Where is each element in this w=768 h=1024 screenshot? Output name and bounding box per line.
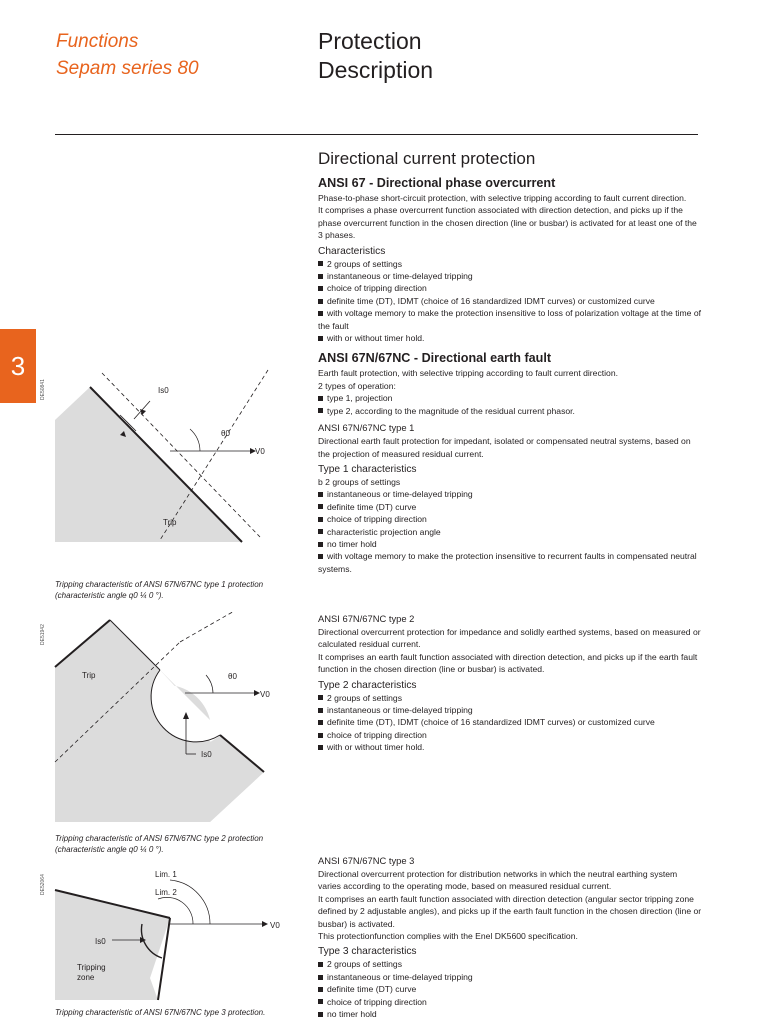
- theta-label: θ0: [221, 429, 230, 438]
- list-item: 2 groups of settings: [318, 258, 702, 270]
- list-item: with voltage memory to make the protection insensitive to loss of polarization voltage at the time of the fault: [318, 308, 702, 331]
- figure-code: DE50841: [40, 379, 46, 400]
- type2-para: Directional overcurrent protection for impedance and solidly earthed systems, based on measured or calculated residual current.: [318, 627, 701, 650]
- arrow-head-icon: [140, 409, 146, 415]
- bullet-icon: [318, 999, 323, 1004]
- list-item: instantaneous or time-delayed tripping: [318, 971, 702, 983]
- ansi67-char-title: Characteristics: [318, 245, 386, 257]
- is0-label: Is0: [158, 386, 169, 395]
- list-item: definite time (DT), IDMT (choice of 16 standardized IDMT curves) or customized curve: [318, 716, 702, 728]
- bullet-icon: [318, 745, 323, 750]
- type1-char-title: Type 1 characteristics: [318, 463, 417, 475]
- bullet-icon: [318, 708, 323, 713]
- bullet-icon: [318, 336, 323, 341]
- v0-label: V0: [270, 921, 280, 930]
- ansi67n-para: 2 types of operation:: [318, 380, 396, 391]
- bullet-icon: [318, 274, 323, 279]
- dashed-line: [180, 612, 250, 642]
- lim2-label: Lim. 2: [155, 888, 177, 897]
- is0-label: Is0: [201, 750, 212, 759]
- ansi67n-heading: [318, 351, 702, 366]
- figure-type3-diagram: [50, 862, 310, 1004]
- list-item: 2 groups of settings: [318, 958, 702, 970]
- list-item: instantaneous or time-delayed tripping: [318, 488, 702, 500]
- bullet-icon: [318, 286, 323, 291]
- trip-label: Trip: [82, 671, 96, 680]
- type3-char-title: Type 3 characteristics: [318, 946, 417, 958]
- ansi67n-title: - Directional earth fault: [410, 351, 552, 366]
- type1-text: Directional earth fault protection for impedant, isolated or compensated neutral systems, based on the projection of measured residual current.: [318, 436, 691, 459]
- bullet-icon: [318, 695, 323, 700]
- ansi67-title: - Directional phase overcurrent: [365, 176, 556, 190]
- trip-zone: [55, 890, 170, 1000]
- type3-title: ANSI 67N/67NC type 3: [318, 855, 415, 866]
- bullet-icon: [318, 529, 323, 534]
- bullet-icon: [318, 962, 323, 967]
- type2-title: ANSI 67N/67NC type 2: [318, 613, 415, 624]
- type2-para: It comprises an earth fault function associated with direction detection, and picks up if the earth fault function in the chosen direction (line or busbar) is activated.: [318, 651, 698, 675]
- zone-label: Tripping: [77, 963, 106, 972]
- list-item: definite time (DT) curve: [318, 983, 702, 995]
- figure-caption: Tripping characteristic of ANSI 67N/67NC type 3 protection.: [55, 1008, 266, 1017]
- theta-arc: [190, 429, 200, 451]
- type1-title: ANSI 67N/67NC type 1: [318, 422, 415, 434]
- header-functions: Functions: [56, 31, 139, 52]
- ansi67-heading: [318, 176, 702, 191]
- is0-label: Is0: [95, 937, 106, 946]
- list-item: type 2, according to the magnitude of the residual current phasor.: [318, 405, 702, 417]
- figure-code: DE51942: [40, 624, 46, 645]
- section-title: Directional current protection: [318, 149, 536, 168]
- bullet-icon: [318, 408, 323, 413]
- header-series: Sepam series 80: [56, 58, 199, 79]
- list-item: choice of tripping direction: [318, 513, 702, 525]
- limit-arc: [170, 880, 210, 924]
- header-description: Description: [318, 57, 434, 83]
- bullet-icon: [318, 299, 323, 304]
- chapter-tab: 3: [0, 329, 36, 403]
- type3-para: This protectionfunction complies with the Enel DK5600 specification.: [318, 931, 578, 942]
- header-right: [318, 27, 433, 85]
- list-item: no timer hold: [318, 538, 702, 550]
- type2-char-title: Type 2 characteristics: [318, 679, 417, 691]
- header-rule: [55, 134, 698, 135]
- content-column-top: [318, 148, 702, 575]
- lim1-label: Lim. 1: [155, 870, 177, 879]
- list-item: choice of tripping direction: [318, 282, 702, 294]
- list-item: with or without timer hold.: [318, 741, 702, 753]
- zone-label: zone: [77, 973, 95, 982]
- trip-label: Trip: [163, 518, 177, 527]
- list-item: with or without timer hold.: [318, 332, 702, 344]
- bullet-icon: [318, 987, 323, 992]
- trip-zone: [55, 387, 242, 542]
- list-item: characteristic projection angle: [318, 526, 702, 538]
- bullet-icon: [318, 1012, 323, 1017]
- figure-caption: Tripping characteristic of ANSI 67N/67NC type 1 protection (characteristic angle q0 ¼ 0 °).: [55, 580, 264, 600]
- ansi67-code: ANSI 67: [318, 176, 366, 190]
- type3-para: It comprises an earth fault function associated with direction detection (angular sector tripping zone defined by 2 adjustable angles), and picks up if the earth fault function in the chosen direction (line or busbar) is activated.: [318, 893, 702, 929]
- list-item: choice of tripping direction: [318, 996, 702, 1008]
- list-item: instantaneous or time-delayed tripping: [318, 704, 702, 716]
- bullet-icon: [318, 396, 323, 401]
- figure-type2-diagram: [50, 612, 310, 822]
- list-item: 2 groups of settings: [318, 692, 702, 704]
- header-protection: Protection: [318, 28, 422, 54]
- type3-para: Directional overcurrent protection for distribution networks in which the neutral earthing system varies according to the operating mode, based on measured residual current.: [318, 869, 678, 892]
- list-item: with voltage memory to make the protection insensitive to recurrent faults in compensated neutral systems.: [318, 551, 697, 574]
- list-item: no timer hold: [318, 1008, 702, 1020]
- v0-label: V0: [260, 690, 270, 699]
- bullet-icon: [318, 720, 323, 725]
- theta-label: θ0: [228, 672, 237, 681]
- list-item: instantaneous or time-delayed tripping: [318, 270, 702, 282]
- content-column-type2: [318, 612, 702, 754]
- figure-type1-diagram: [50, 365, 310, 565]
- bullet-icon: [318, 554, 323, 559]
- bullet-icon: [318, 504, 323, 509]
- theta-arc: [206, 675, 213, 693]
- ansi67-para: It comprises a phase overcurrent function associated with direction detection, and picks up if the phase overcurrent function in the chosen direction (line or busbar) is activated for at least one of the 3 phases.: [318, 205, 697, 241]
- ansi67n-code: ANSI 67N/67NC: [318, 351, 411, 366]
- ansi67-para: Phase-to-phase short-circuit protection, with selective tripping according to fault current direction.: [318, 193, 687, 203]
- list-item: type 1, projection: [318, 392, 702, 404]
- list-item: b 2 groups of settings: [318, 476, 401, 487]
- list-item: definite time (DT) curve: [318, 501, 702, 513]
- content-column-type3: [318, 854, 702, 1020]
- figure-caption: Tripping characteristic of ANSI 67N/67NC type 2 protection (characteristic angle q0 ¼ 0 °).: [55, 834, 264, 854]
- bullet-icon: [318, 311, 323, 316]
- v0-label: V0: [255, 447, 265, 456]
- list-item: definite time (DT), IDMT (choice of 16 standardized IDMT curves) or customized curve: [318, 295, 702, 307]
- header-left: [56, 28, 199, 82]
- bullet-icon: [318, 975, 323, 980]
- arrow-head-icon: [262, 921, 268, 927]
- bullet-icon: [318, 261, 323, 266]
- list-item: choice of tripping direction: [318, 729, 702, 741]
- bullet-icon: [318, 492, 323, 497]
- bullet-icon: [318, 517, 323, 522]
- ansi67n-para: Earth fault protection, with selective tripping according to fault current direction.: [318, 368, 618, 379]
- bullet-icon: [318, 733, 323, 738]
- figure-code: DE52064: [40, 874, 46, 895]
- bullet-icon: [318, 542, 323, 547]
